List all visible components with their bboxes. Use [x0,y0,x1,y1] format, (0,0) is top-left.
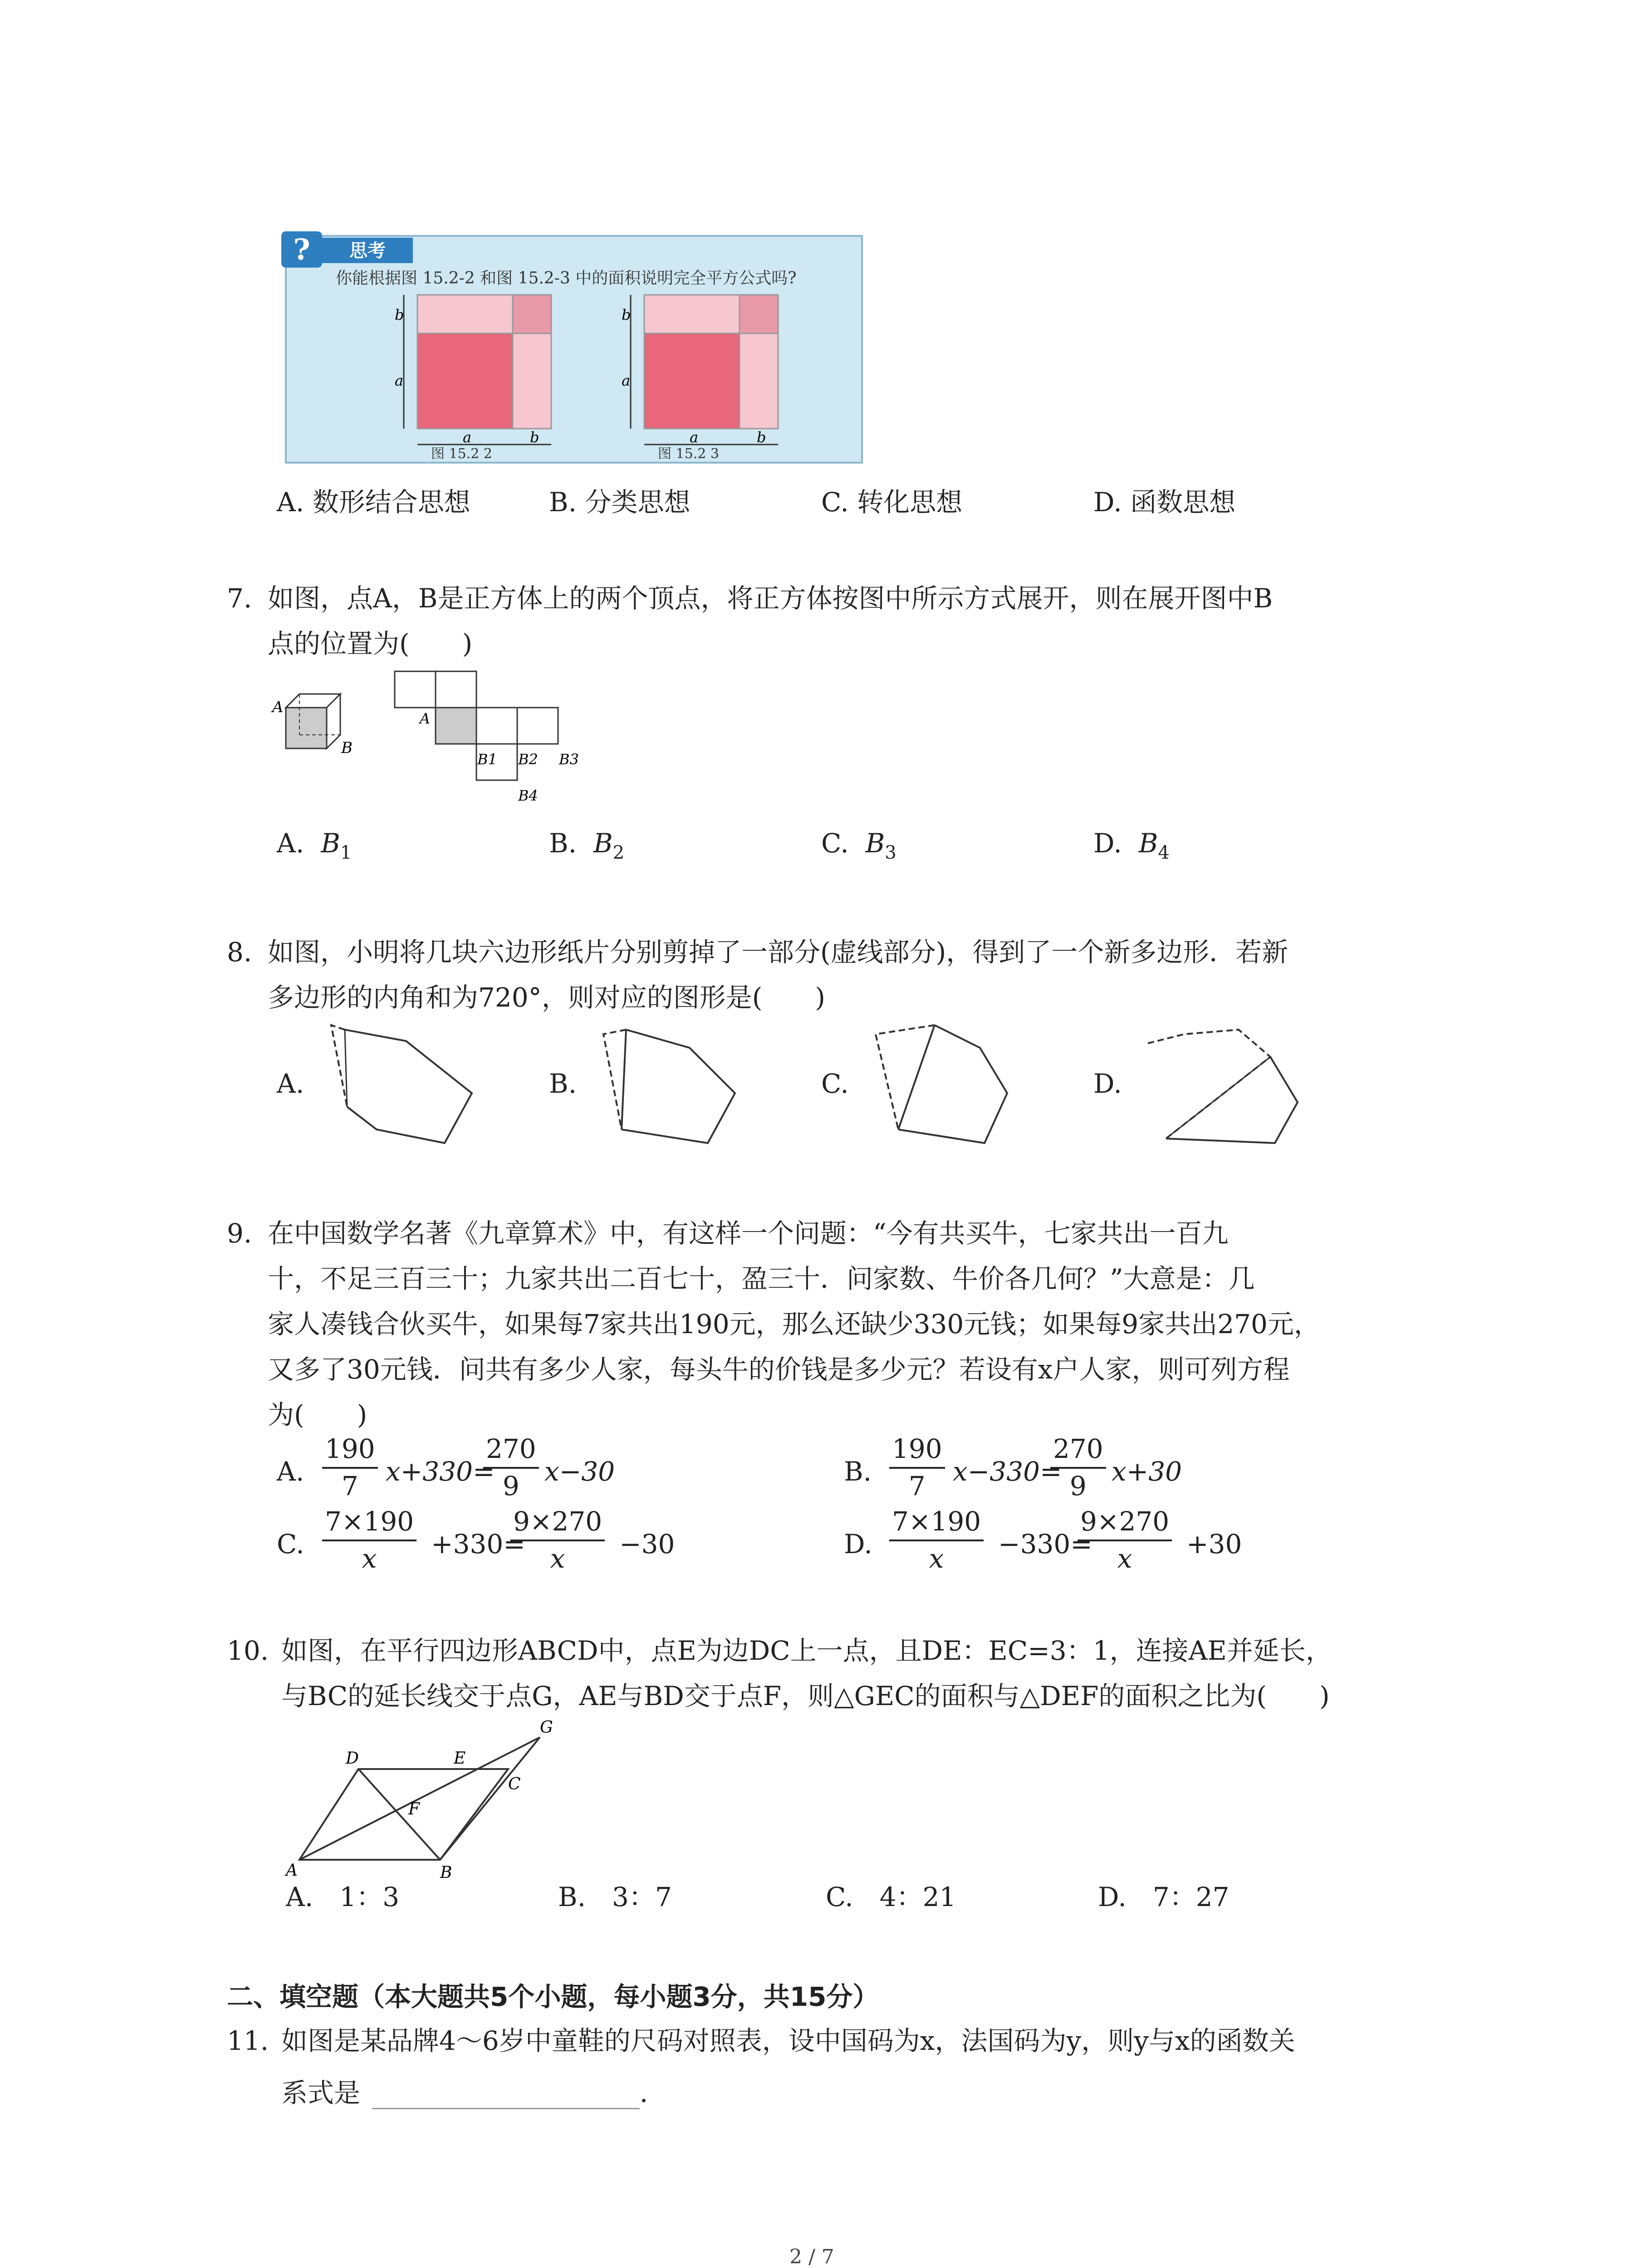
q11-text-line1: 如图是某品牌4～6岁中童鞋的尺码对照表，设中国码为x，法国码为y，则y与x的函数关 [281,2025,1295,2056]
q11-text-line2-suffix: ． [640,2077,666,2108]
svg-text:b: b [622,306,631,323]
q9-option-a-frac1: $\frac{190}{7}$ [322,1433,378,1501]
q9-option-a-tail: x−30 [544,1456,615,1487]
q8-option-d[interactable]: D. [1093,1068,1122,1099]
q7-text-line2: 点的位置为( ) [268,628,473,659]
q9-text-line5: 为( ) [268,1399,367,1430]
q8-text-line1: 如图，小明将几块六边形纸片分别剪掉了一部分(虚线部分)，得到了一个新多边形．若新 [268,937,1288,968]
q9-option-a-letter: A. [277,1456,304,1487]
q9-option-c-frac2: $\frac{9\times 270}{x}$ [510,1506,605,1574]
q7-option-b[interactable]: B. $B_2$ [549,828,625,863]
svg-text:B4: B4 [518,787,538,804]
q9-option-d-tail: +30 [1186,1529,1242,1559]
caption-right: 图 15.2 3 [658,446,719,462]
q9-option-a[interactable] [277,1433,821,1501]
svg-text:?: ? [293,233,310,267]
q7-option-d[interactable]: D. $B_4$ [1093,828,1170,863]
q8-option-b[interactable]: B. [549,1068,577,1099]
svg-text:B: B [341,739,353,757]
q8-number: 8. [227,937,252,968]
svg-text:a: a [463,429,472,446]
svg-text:a: a [622,372,631,389]
q10-option-d[interactable]: D. 7：27 [1098,1882,1230,1912]
q8-hexagon-a [322,1021,476,1158]
q9-option-b-letter: B. [844,1456,872,1487]
cube-diagram [271,694,353,757]
q10-text-line2: 与BC的延长线交于点G，AE与BD交于点F，则△GEC的面积与△DEF的面积之比为( ) [281,1681,1330,1711]
svg-text:b: b [757,429,766,446]
q9-option-b[interactable] [844,1433,1388,1501]
q8-hexagon-b [594,1021,744,1158]
q9-number: 9. [227,1218,252,1249]
q9-option-b-frac2: $\frac{270}{9}$ [1050,1433,1106,1501]
section-2-title: 二、填空题（本大题共5个小题，每小题3分，共15分） [227,1981,879,2012]
svg-text:D: D [346,1749,359,1768]
q9-option-d-mid: −330= [998,1529,1092,1559]
q6-figure [281,231,867,467]
q10-text-line1: 如图，在平行四边形ABCD中，点E为边DC上一点，且DE：EC=3：1，连接AE并延长， [281,1635,1332,1666]
svg-text:b: b [395,306,404,323]
q7-option-a[interactable]: A. $B_1$ [277,828,352,863]
q9-text-line4: 又多了30元钱．问共有多少人家，每头牛的价钱是多少元？若设有x户人家，则可列方程 [268,1354,1290,1385]
badge-label: 思考 [349,240,386,261]
q8-hexagon-d [1134,1025,1302,1158]
svg-text:E: E [454,1749,466,1768]
q9-option-d-frac1: $\frac{7\times 190}{x}$ [889,1506,984,1574]
q9-option-d-frac2: $\frac{9\times 270}{x}$ [1078,1506,1172,1574]
caption-left: 图 15.2 2 [431,446,492,462]
square-diagram-right [622,295,778,446]
q7-figure [268,667,585,816]
q11-answer-blank[interactable] [372,2080,640,2109]
q8-option-a[interactable]: A. [277,1068,304,1099]
square-diagram-left [395,295,551,446]
q9-option-b-frac1: $\frac{190}{7}$ [889,1433,945,1501]
q9-option-c-letter: C. [277,1529,304,1559]
q10-option-b[interactable]: B. 3：7 [558,1882,672,1912]
q9-option-d[interactable] [844,1506,1388,1574]
svg-text:C: C [508,1775,521,1794]
svg-text:B1: B1 [477,751,497,768]
svg-text:B3: B3 [559,751,579,768]
q10-option-c[interactable]: C. 4：21 [826,1882,956,1912]
q6-option-c[interactable]: C. 转化思想 [821,487,963,518]
q8-option-c[interactable]: C. [821,1068,849,1099]
q7-number: 7. [227,583,252,614]
figure-prompt: 你能根据图 15.2-2 和图 15.2-3 中的面积说明完全平方公式吗? [336,269,797,288]
q9-option-a-frac2: $\frac{270}{9}$ [483,1433,539,1501]
svg-text:b: b [530,429,539,446]
q10-option-a[interactable]: A. 1：3 [286,1882,400,1912]
svg-text:F: F [408,1800,420,1818]
q8-hexagon-c [862,1016,1016,1158]
q9-option-b-tail: x+30 [1112,1456,1182,1487]
q9-text-line2: 十，不足三百三十；九家共出二百七十，盈三十．问家数、牛价各几何？”大意是：几 [268,1263,1255,1294]
q10-number: 10. [227,1635,269,1666]
q9-text-line1: 在中国数学名著《九章算术》中，有这样一个问题：“今有共买牛，七家共出一百九 [268,1218,1229,1249]
q10-parallelogram-figure [272,1719,563,1884]
svg-text:B: B [440,1863,452,1882]
q9-option-c[interactable] [277,1506,821,1574]
q6-option-d[interactable]: D. 函数思想 [1093,487,1236,518]
q11-text-line2-prefix: 系式是 [281,2077,361,2108]
q9-option-d-letter: D. [844,1529,872,1559]
svg-text:A: A [272,698,284,716]
q9-option-b-mid: x−330= [953,1456,1062,1487]
q7-option-c[interactable]: C. $B_3$ [821,828,896,863]
cube-net-diagram [395,671,579,804]
q8-text-line2: 多边形的内角和为720°，则对应的图形是( ) [268,982,825,1013]
q9-option-c-frac1: $\frac{7\times 190}{x}$ [322,1506,416,1574]
q9-text-line3: 家人凑钱合伙买牛，如果每7家共出190元，那么还缺少330元钱；如果每9家共出270元， [268,1309,1320,1339]
q6-option-a[interactable]: A. 数形结合思想 [277,487,470,518]
page-number: 2 / 7 [789,2245,834,2268]
q6-option-b[interactable]: B. 分类思想 [549,487,691,518]
q9-option-c-tail: −30 [619,1529,675,1559]
svg-text:A: A [286,1861,298,1880]
q7-text-line1: 如图，点A，B是正方体上的两个顶点，将正方体按图中所示方式展开，则在展开图中B [268,583,1273,614]
q9-option-a-mid: x+330= [386,1456,495,1487]
svg-text:G: G [540,1719,553,1737]
svg-text:a: a [395,372,404,389]
q11-number: 11. [227,2025,269,2056]
q9-option-c-mid: +330= [431,1529,525,1559]
svg-text:B2: B2 [518,751,538,768]
svg-text:a: a [690,429,699,446]
svg-text:A: A [420,710,431,727]
